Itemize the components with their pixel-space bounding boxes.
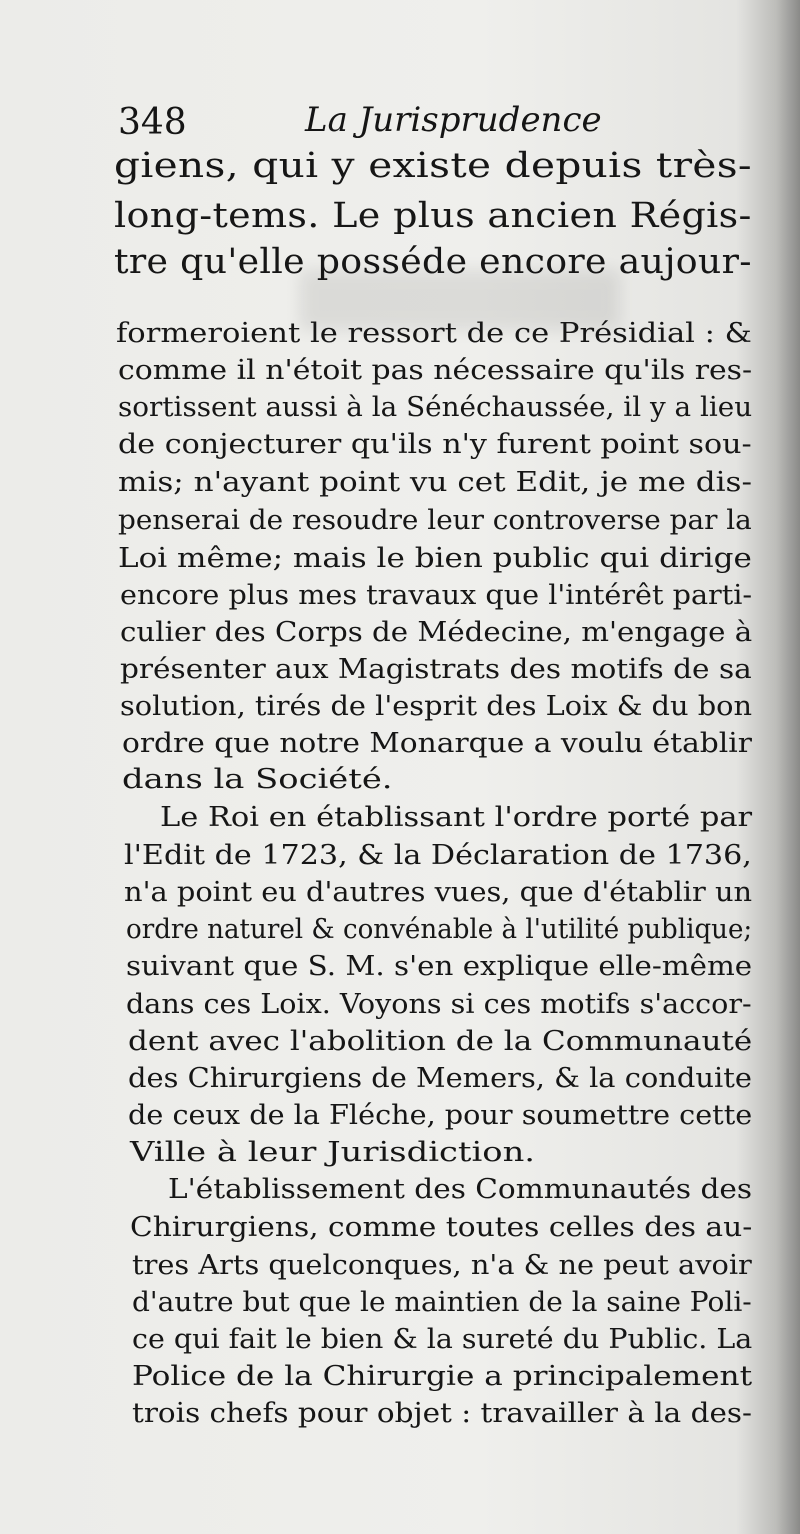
fragment-line: long-tems. Le plus ancien Régis- bbox=[114, 196, 752, 236]
text-line: des Chirurgiens de Memers, & la conduite bbox=[128, 1063, 752, 1094]
text-line: de conjecturer qu'ils n'y furent point sou- bbox=[118, 429, 752, 460]
text-line: l'Edit de 1723, & la Déclaration de 1736, bbox=[124, 840, 752, 871]
text-line: L'établissement des Communautés des bbox=[168, 1174, 753, 1205]
text-line: solution, tirés de l'esprit des Loix & du bon bbox=[120, 691, 753, 722]
text-line: formeroient le ressort de ce Présidial : & bbox=[116, 318, 752, 349]
text-line: d'autre but que le maintien de la saine Poli- bbox=[132, 1287, 752, 1318]
text-line: dent avec l'abolition de la Communauté bbox=[128, 1026, 753, 1057]
page-number: 348 bbox=[118, 102, 187, 143]
text-line: encore plus mes travaux que l'intérêt parti- bbox=[120, 580, 753, 611]
fragment-line: tre qu'elle posséde encore aujour- bbox=[114, 242, 752, 282]
text-line: suivant que S. M. s'en explique elle-même bbox=[126, 951, 753, 982]
text-line: Ville à leur Jurisdiction. bbox=[130, 1137, 536, 1168]
fragment-line: giens, qui y existe depuis très- bbox=[114, 146, 752, 186]
text-line: Loi même; mais le bien public qui dirige bbox=[118, 543, 752, 574]
text-line: Chirurgiens, comme toutes celles des au- bbox=[130, 1212, 753, 1243]
text-line: n'a point eu d'autres vues, que d'établir un bbox=[124, 877, 753, 908]
text-line: dans ces Loix. Voyons si ces motifs s'accor- bbox=[126, 989, 752, 1020]
text-line: présenter aux Magistrats des motifs de sa bbox=[120, 654, 752, 685]
text-line: ce qui fait le bien & la sureté du Public. La bbox=[132, 1324, 753, 1355]
text-line: culier des Corps de Médecine, m'engage à bbox=[120, 617, 753, 648]
text-line: ordre que notre Monarque a voulu établir bbox=[122, 728, 752, 759]
text-line: ordre naturel & convénable à l'utilité publique; bbox=[126, 914, 753, 945]
text-line: tres Arts quelconques, n'a & ne peut avoir bbox=[132, 1250, 752, 1281]
text-line: de ceux de la Fléche, pour soumettre cette bbox=[128, 1100, 753, 1131]
text-line: mis; n'ayant point vu cet Edit, je me dis- bbox=[118, 467, 752, 498]
text-line: dans la Société. bbox=[122, 764, 393, 795]
text-line: Police de la Chirurgie a principalement bbox=[132, 1361, 753, 1392]
running-title: La Jurisprudence bbox=[305, 100, 602, 140]
text-line: comme il n'étoit pas nécessaire qu'ils res- bbox=[118, 355, 753, 386]
text-line: sortissent aussi à la Sénéchaussée, il y a lieu bbox=[118, 392, 753, 423]
text-line: trois chefs pour objet : travailler à la des- bbox=[132, 1398, 752, 1429]
text-line: Le Roi en établissant l'ordre porté par bbox=[160, 802, 753, 833]
text-line: penserai de resoudre leur controverse par la bbox=[118, 505, 752, 536]
